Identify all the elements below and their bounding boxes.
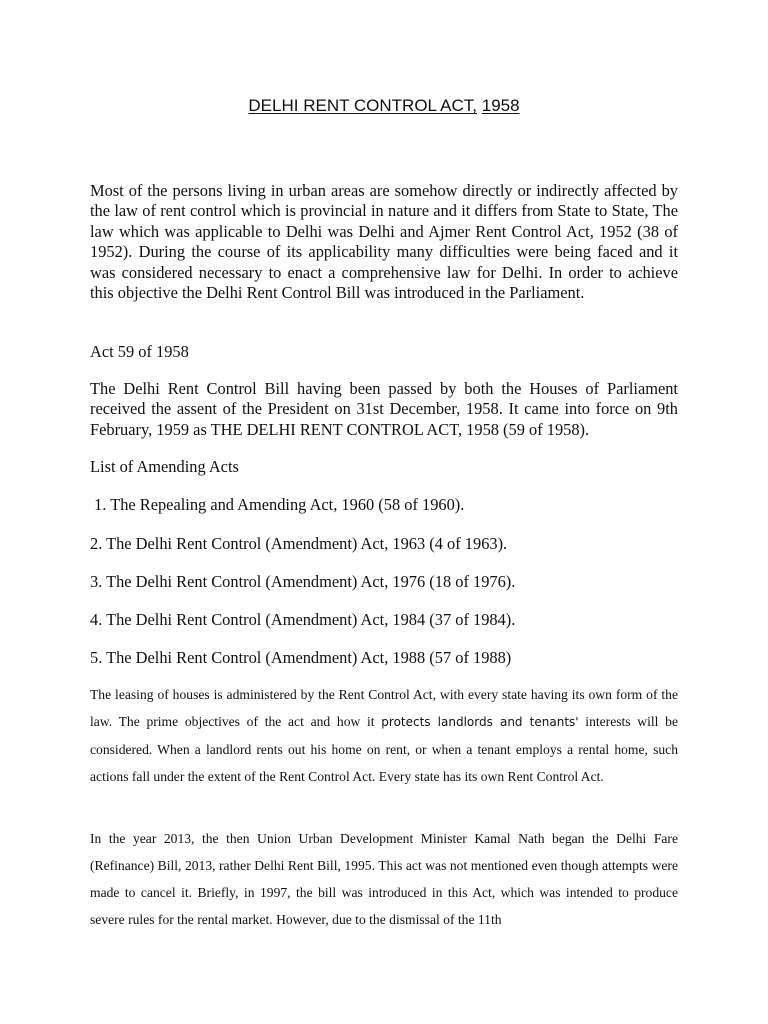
amending-act-item: 4. The Delhi Rent Control (Amendment) Act, 1984 (37 of 1984). bbox=[90, 610, 516, 629]
intro-paragraph: Most of the persons living in urban areas are somehow directly or indirectly affected by the law of rent control which is provincial in nature and it differs from State to State, The law which was applicable to Delhi was Delhi and Ajmer Rent Control Act, 1952 (38 of 1952). During the course of its applicability many difficulties were being faced and it was considered necessary to enact a comprehensive law for Delhi. In order to achieve this objective the Delhi Rent Control Bill was introduced in the Parliament. bbox=[90, 181, 678, 303]
leasing-text-start: The leasing of houses is administered by the Rent Control Act, with every state having its own form of the law. The prime objectives of the act and how it bbox=[90, 687, 678, 729]
title-year: 1958 bbox=[481, 96, 520, 115]
leasing-paragraph bbox=[90, 681, 678, 790]
act-number: Act 59 of 1958 bbox=[90, 342, 189, 361]
amending-act-item: 3. The Delhi Rent Control (Amendment) Act, 1976 (18 of 1976). bbox=[90, 572, 516, 591]
history-paragraph: In the year 2013, the then Union Urban Development Minister Kamal Nath began the Delhi Fare (Refinance) Bill, 2013, rather Delhi Rent Bill, 1995. This act was not mentioned even though attempts were made to cancel it. Briefly, in 1997, the bill was introduced in this Act, which was intended to produce severe rules for the rental market. However, due to the dismissal of the 11th bbox=[90, 831, 678, 927]
amending-act-item: 1. The Repealing and Amending Act, 1960 (58 of 1960). bbox=[90, 495, 465, 514]
document-title bbox=[0, 94, 768, 118]
assent-paragraph: The Delhi Rent Control Bill having been passed by both the Houses of Parliament received the assent of the President on 31st December, 1958. It came into force on 9th February, 1959 as THE DELHI RENT CONTROL ACT, 1958 (59 of 1958). bbox=[90, 379, 678, 439]
amending-acts-heading: List of Amending Acts bbox=[90, 457, 239, 476]
leasing-text-end: interests will be considered. When a landlord rents out his home on rent, or when a tenant employs a rental home, such actions fall under the extent of the Rent Control Act. Every state has its own Rent Control Act. bbox=[90, 714, 678, 784]
title-main: DELHI RENT CONTROL ACT, bbox=[248, 96, 478, 115]
amending-act-item: 5. The Delhi Rent Control (Amendment) Act, 1988 (57 of 1988) bbox=[90, 648, 512, 667]
amending-act-item: 2. The Delhi Rent Control (Amendment) Act, 1963 (4 of 1963). bbox=[90, 534, 508, 553]
leasing-text-mono: protects landlords and tenants' bbox=[381, 715, 579, 729]
